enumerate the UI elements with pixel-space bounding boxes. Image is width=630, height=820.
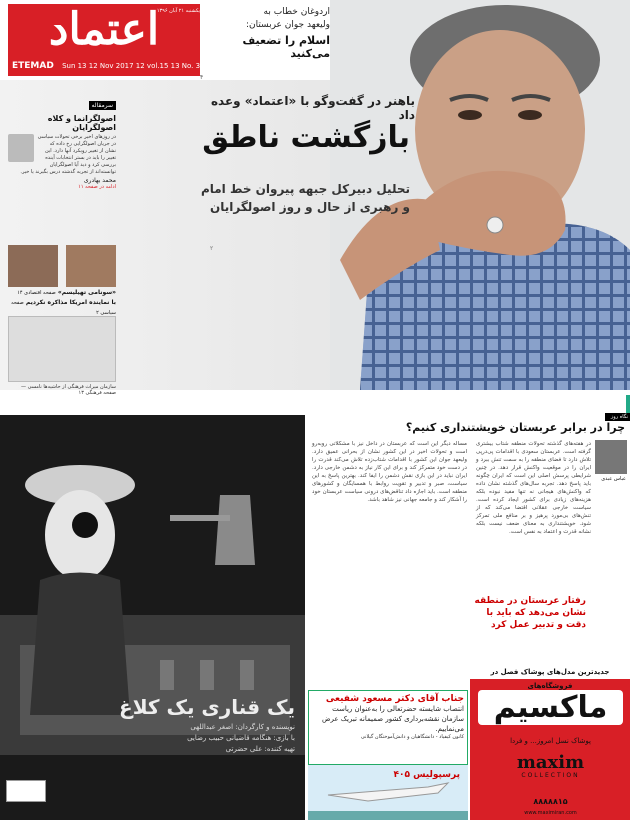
article-label: نگاه روز: [605, 413, 630, 421]
masthead-date: یکشنبه ۲۱ آبان ۱۳۹۶: [156, 8, 200, 14]
teaser-photos: [8, 245, 116, 287]
poster-title: یک قناری یک کلاغ: [119, 695, 295, 719]
article-pull-quote: رفتار عربستان در منطقه نشان می‌دهد که باید با دقت و تدبیر عمل کرد: [474, 596, 586, 630]
top-tease-line2: ولیعهد جوان عربستان:: [245, 20, 330, 30]
masthead-issue-line: [8, 56, 314, 76]
inset-label-text: سازمان میراث فرهنگی از حاشیه‌ها نامسی: [27, 384, 116, 390]
teaser-caption-1-page: صفحه اقتصادی ۱۴: [17, 290, 56, 296]
maxim-ad-tagline: پوشاک نسل امروز... و فردا: [510, 737, 591, 745]
airline-ad-title: پرسپولیس ۴۰۵: [393, 770, 460, 780]
maxim-ad-website[interactable]: www.maximiran.com: [524, 810, 577, 816]
maxim-ad-top: جدیدترین مدل‌های پوشاک فصل در فروشگاه‌های: [470, 665, 630, 679]
inset-thumbnail: [8, 316, 116, 382]
poster-credits: [100, 722, 295, 755]
top-tease-headline: اسلام را تضعیف می‌کنید: [242, 34, 330, 60]
film-poster: [0, 415, 305, 820]
editorial-column: [8, 92, 116, 191]
congrats-ad-title: جناب آقای دکتر مسعود شفیعی: [325, 694, 464, 704]
masthead-logo: اعتماد: [8, 4, 200, 56]
lead-deck-line2: و رهبری از حال و روز اصولگرایان: [210, 200, 410, 214]
teaser-caption-2: با نماینده امریکا مذاکره نکردیم: [25, 299, 116, 306]
congrats-ad-sign: کانون کیفیاد - دانشگاهیان و دانش‌آموختگان گیلانی: [360, 734, 464, 740]
color-strip: [626, 395, 630, 413]
article-column-2: مساله دیگر این است که عربستان در داخل نیز با مشکلاتی روبه‌رو است و تحولات اخیر در این کشور نشان از بحرانی عمیق دارد. ولیعهد جوان این کشور با اقدامات شتاب‌زده تلاش می‌کند قدرت را در دست خود متمرکز کند و برای این کار نیاز به دشمن خارجی دارد. ایران نباید در این بازی نقش دشمن را ایفا کند. بهترین پاسخ به این سیاست، صبر و تدبیر و تقویت روابط با همسایگان و کشورهای منطقه است. باید اجازه داد تناقض‌های درونی سیاست عربستان خود را آشکار کند و جامعه جهانی نیز شاهد باشد.: [312, 441, 467, 503]
maxim-ad-logo-en: maxim: [516, 752, 585, 773]
top-tease-page: ۴: [200, 74, 204, 81]
poster-credit-2: با بازی: هنگامه قاضیانی حبیب رضایی: [187, 734, 295, 742]
top-tease-line1: اردوغان خطاب به: [263, 7, 330, 17]
teaser-captions[interactable]: [8, 288, 116, 318]
congrats-ad[interactable]: [308, 690, 468, 765]
top-tease[interactable]: [200, 6, 330, 60]
teaser-photo-2: [8, 245, 58, 287]
author-photo: [8, 134, 34, 162]
poster-credit-1: نویسنده و کارگردان: اصغر عبداللهی: [190, 723, 295, 731]
lead-deck-line1: تحلیل دبیرکل جبهه پیروان خط امام: [200, 182, 410, 196]
editorial-more[interactable]: ادامه در صفحه ۱۱: [78, 184, 116, 190]
editorial-body: در روزهای اخیر برخی تحولات سیاسی در جریان اصولگرایی رخ داده که نشان از تغییر رویکرد آنها دارد. این تغییر را باید در بستر انتخابات آینده بررسی کرد و دید آیا اصولگرایان توانسته‌اند از تجربه گذشته درس بگیرند یا خیر.: [20, 134, 116, 175]
maxim-ad-collection: COLLECTION: [521, 772, 580, 779]
article-column-1: در هفته‌های گذشته تحولات منطقه شتاب بیشتری گرفته است. عربستان سعودی با اقدامات پی‌درپی تلاش دارد تا فضای منطقه را به سمت تنش ببرد و ایران را در موقعیت واکنش قرار دهد. در چنین شرایطی پرسش اصلی این است که ایران چگونه باید پاسخ دهد. تجربه سال‌های گذشته نشان داده که واکنش‌های هیجانی نه تنها مفید نبوده بلکه هزینه‌های زیادی برای کشور ایجاد کرده است. سیاست خارجی عقلانی اقتضا می‌کند که از تنش‌های بی‌مورد پرهیز و بر منافع ملی تمرکز شود. خویشتنداری به معنای ضعف نیست بلکه نشانه قدرت و اعتماد به نفس است.: [476, 441, 591, 535]
editorial-title[interactable]: اصولگرانما و کلاه اصولگرایان: [47, 114, 116, 132]
masthead-logo-en: ETEMAD: [12, 61, 54, 71]
article-title[interactable]: چرا در برابر عربستان خویشتنداری کنیم؟: [405, 421, 625, 434]
teaser-caption-1: «سونامی تهیلیسم»: [57, 289, 116, 296]
lead-deck: [100, 180, 410, 216]
article-author-photo: [595, 440, 627, 474]
article-author: عباس عبدی: [601, 476, 626, 482]
teaser-photo-1: [66, 245, 116, 287]
inset-label: سازمان میراث فرهنگی از حاشیه‌ها نامسی — صفحه فرهنگی ۱۳: [21, 384, 116, 396]
lead-kicker: باهنر در گفت‌وگو با «اعتماد» وعده داد: [210, 94, 415, 122]
issue-info: Sun 13 12 Nov 2017 12 vol.15 13 No. 3963 13 16 Pages 13 20000 Rials: [62, 62, 314, 70]
lead-headline[interactable]: بازگشت ناطق: [202, 120, 410, 155]
editorial-author: محمد بهادری: [83, 177, 116, 184]
inset-label-page: صفحه فرهنگی ۱۳: [78, 390, 116, 396]
maxim-ad-logo-fa: ماکسیم: [478, 690, 623, 725]
section-label: سرمقاله: [89, 101, 116, 110]
maxim-ad-phone: ۸۸۸۸۸۱۵: [533, 797, 568, 806]
poster-logo: [6, 780, 46, 802]
congrats-ad-text: انتصاب شایسته حضرتعالی را به‌عنوان ریاست سازمان نقشه‌برداری کشور صمیمانه تبریک عرض می‌نماییم.: [322, 705, 464, 733]
teaser-caption-2-page: صفحه سیاسی ۲: [11, 300, 116, 316]
lead-page: ۲: [210, 245, 214, 252]
poster-credit-3: تهیه کننده: علی حضرتی: [225, 745, 295, 753]
